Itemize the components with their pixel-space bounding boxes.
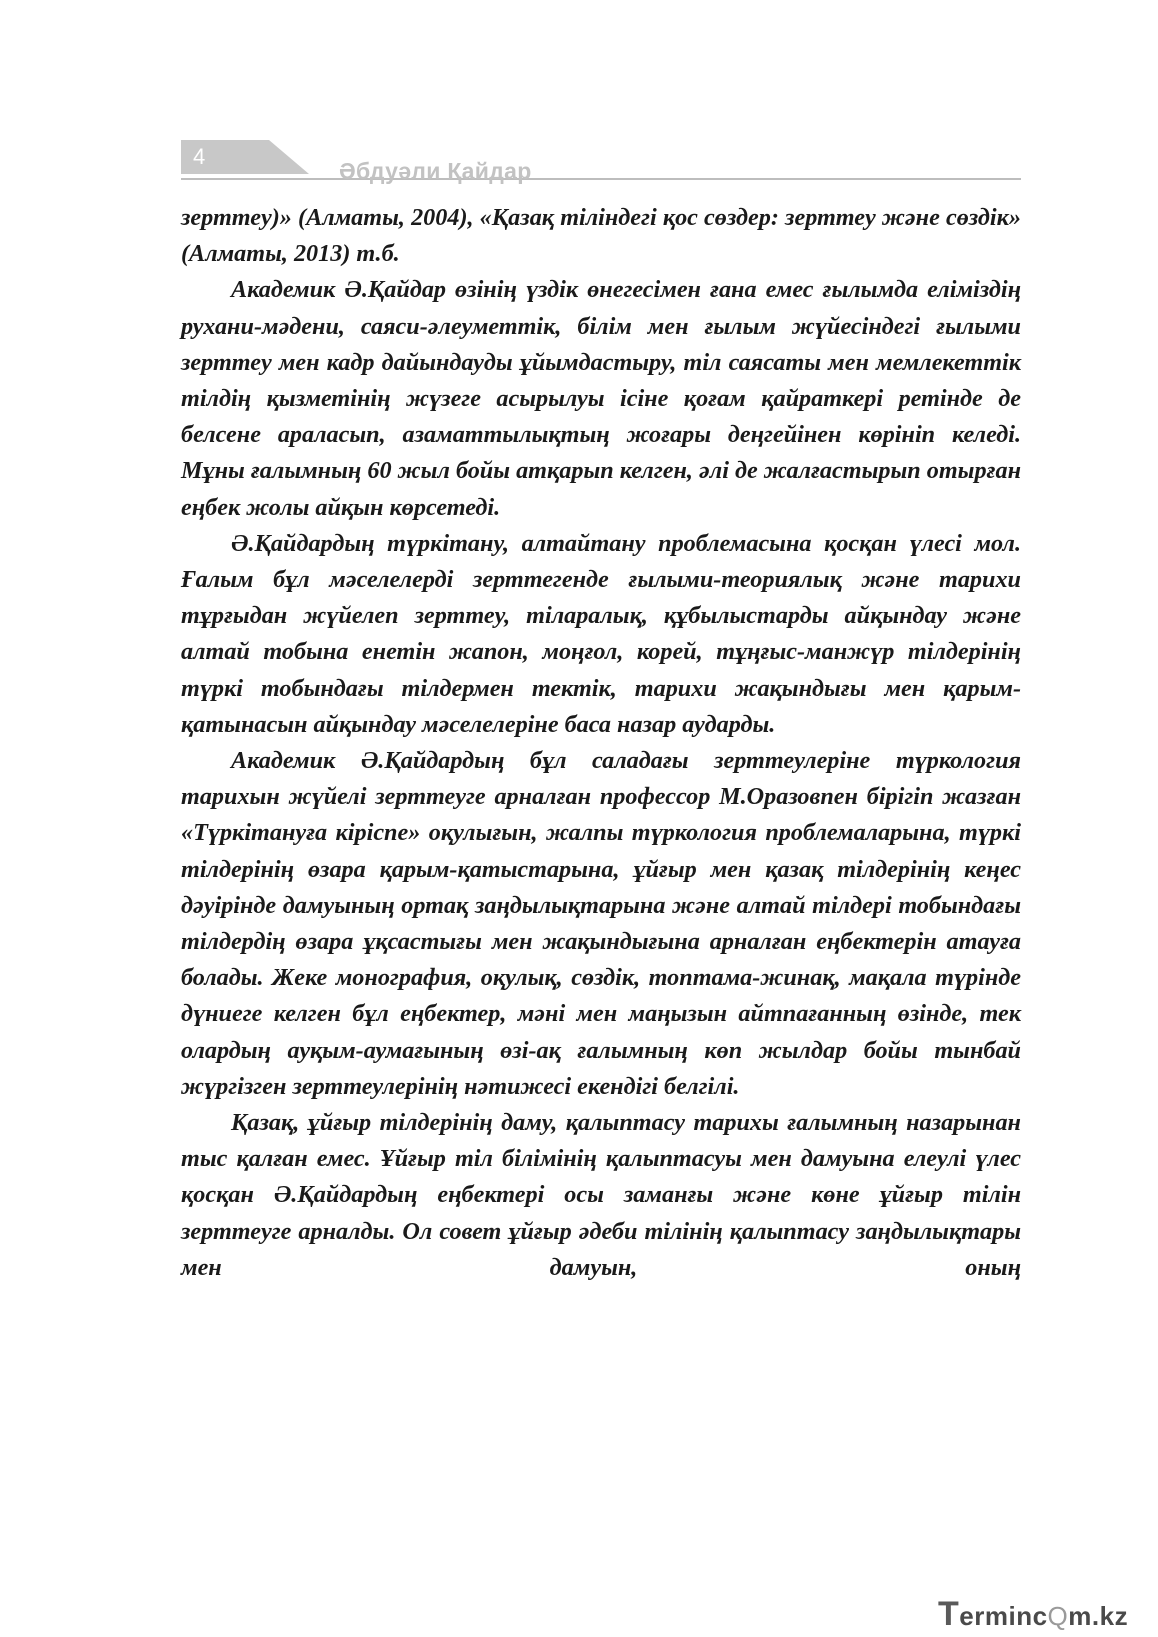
watermark-text-2: m.kz — [1068, 1601, 1129, 1631]
watermark-t: T — [938, 1595, 960, 1633]
watermark-logo — [938, 1595, 1128, 1634]
paragraph-1: зерттеу)» (Алматы, 2004), «Қазақ тіліндегі қос сөздер: зерттеу және сөздік» (Алматы, 2013) т.б. — [181, 204, 1021, 268]
page-header — [181, 140, 1021, 190]
paragraph-4: Академик Ә.Қайдардың бұл саладағы зерттеулеріне түркология тарихын жүйелі зерттеуге арналған профессор М.Оразовпен бірігіп жазған «Түркітануға кіріспе» оқулығын, жалпы түркология проблемаларына, түркі тілдерінің өзара қарым-қатыстарына, ұйғыр мен қазақ тілдерінің кеңес дәуірінде дамуының ортақ заңдылықтарына және алтай тілдері тобындағы тілдердің өзара ұқсастығы мен жақындығына арналған еңбектерін атауға болады. Жеке монография, оқулық, сөздік, топтама-жинақ, мақала түрінде дүниеге келген бұл еңбектер, мәні мен маңызын айтпағанның өзінде, тек олардың ауқым-аумағының өзі-ақ ғалымның көп жылдар бойы тынбай жүргізген зерттеулерінің нәтижесі екендігі белгілі. — [181, 747, 1021, 1100]
paragraph-3: Ә.Қайдардың түркітану, алтайтану проблемасына қосқан үлесі мол. Ғалым бұл мәселелерді зерттегенде ғылыми-теориялық және тарихи тұрғыдан жүйелеп зерттеу, тіларалық, құбылыстарды айқындау және алтай тобына енетін жапон, моңғол, корей, тұңғыс-манжүр тілдерінің түркі тобындағы тілдермен тектік, тарихи жақындығы мен қарым-қатынасын айқындау мәселелеріне баса назар аударды. — [181, 529, 1021, 738]
paragraph-2: Академик Ә.Қайдар өзінің үздік өнегесімен ғана емес ғылымда еліміздің рухани-мәдени, саяси-әлеуметтік, білім мен ғылым жүйесіндегі ғылыми зерттеу мен кадр дайындауды ұйымдастыру, тіл саясаты мен мемлекеттік тілдің қызметінің жүзеге асырылуы ісіне қоғам қайраткері ретінде де белсене араласып, азаматтылықтың жоғары деңгейінен көрініп келеді. Мұны ғалымның 60 жыл бойы атқарып келген, әлі де жалғастырып отырған еңбек жолы айқын көрсетеді. — [181, 276, 1021, 521]
body-text — [181, 200, 1021, 1286]
page-number: 4 — [193, 144, 206, 169]
running-title: Әбдуәли Қайдар — [339, 158, 532, 184]
watermark-q: Q — [1047, 1601, 1069, 1631]
paragraph-5: Қазақ, ұйғыр тілдерінің даму, қалыптасу тарихы ғалымның назарынан тыс қалған емес. Ұйғыр тіл білімінің қалыптасуы мен дамуына елеулі үлес қосқан Ә.Қайдардың еңбектері осы заманғы және көне ұйғыр тілін зерттеуге арналды. Ол совет ұйғыр әдеби тілінің қалыптасу заңдылықтары мен дамуын, оның — [181, 1109, 1021, 1281]
watermark-text-1: erminc — [959, 1601, 1048, 1631]
header-tab-shape — [181, 140, 1021, 190]
